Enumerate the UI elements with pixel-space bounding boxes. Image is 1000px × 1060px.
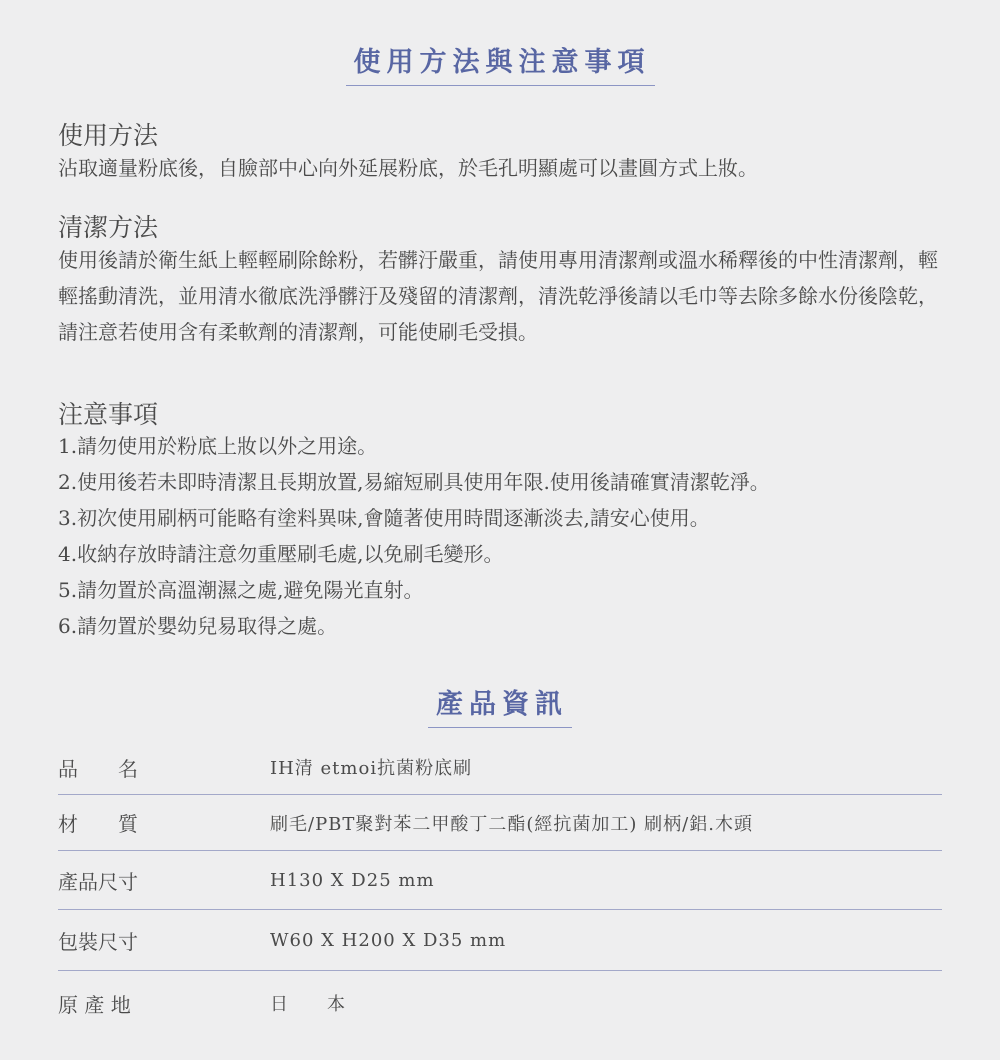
- spec-label: 包裝尺寸: [58, 929, 138, 954]
- spec-label: 品 名: [58, 756, 138, 781]
- notes-heading: 注意事項: [58, 400, 159, 429]
- cleaning-heading: 清潔方法: [58, 213, 159, 242]
- method-heading: 使用方法: [58, 121, 159, 150]
- method-text: 沾取適量粉底後，自臉部中心向外延展粉底，於毛孔明顯處可以畫圓方式上妝。: [58, 156, 758, 180]
- product-section-title-text: 產品資訊: [428, 682, 572, 728]
- spec-row-product-size: [58, 851, 942, 910]
- spec-row-material: [58, 795, 942, 851]
- note-item: 1.請勿使用於粉底上妝以外之用途。: [58, 434, 378, 458]
- product-spec-table: [58, 740, 942, 1035]
- spec-row-package-size: [58, 910, 942, 971]
- spec-label: 產品尺寸: [58, 869, 138, 894]
- product-section-title: [0, 682, 1000, 728]
- note-item: 2.使用後若未即時清潔且長期放置,易縮短刷具使用年限.使用後請確實清潔乾淨。: [58, 470, 770, 494]
- spec-row-name: [58, 740, 942, 795]
- cleaning-text: 使用後請於衛生紙上輕輕刷除餘粉，若髒汙嚴重，請使用專用清潔劑或溫水稀釋後的中性清潔劑，輕輕搖動清洗，並用清水徹底洗淨髒汙及殘留的清潔劑，清洗乾淨後請以毛巾等去除多餘水份後陰乾，請注意若使用含有柔軟劑的清潔劑，可能使刷毛受損。: [58, 248, 938, 344]
- spec-value: H130 X D25 mm: [270, 869, 435, 891]
- note-item: 4.收納存放時請注意勿重壓刷毛處,以免刷毛變形。: [58, 542, 504, 566]
- note-item: 3.初次使用刷柄可能略有塗料異味,會隨著使用時間逐漸淡去,請安心使用。: [58, 506, 710, 530]
- spec-label: 材 質: [58, 812, 138, 836]
- note-item: 5.請勿置於高溫潮濕之處,避免陽光直射。: [58, 578, 424, 602]
- notes-list: [58, 428, 948, 644]
- spec-row-origin: [58, 971, 942, 1035]
- usage-section-title-text: 使用方法與注意事項: [346, 40, 655, 86]
- spec-value: IH清 etmoi抗菌粉底刷: [270, 758, 473, 779]
- spec-value: 刷毛/PBT聚對苯二甲酸丁二酯(經抗菌加工) 刷柄/鋁.木頭: [270, 813, 753, 835]
- note-item: 6.請勿置於嬰幼兒易取得之處。: [58, 614, 338, 638]
- spec-value: W60 X H200 X D35 mm: [270, 929, 507, 951]
- spec-label: 原 產 地: [58, 992, 131, 1017]
- spec-value: 日 本: [270, 994, 346, 1015]
- usage-section-title: [0, 40, 1000, 86]
